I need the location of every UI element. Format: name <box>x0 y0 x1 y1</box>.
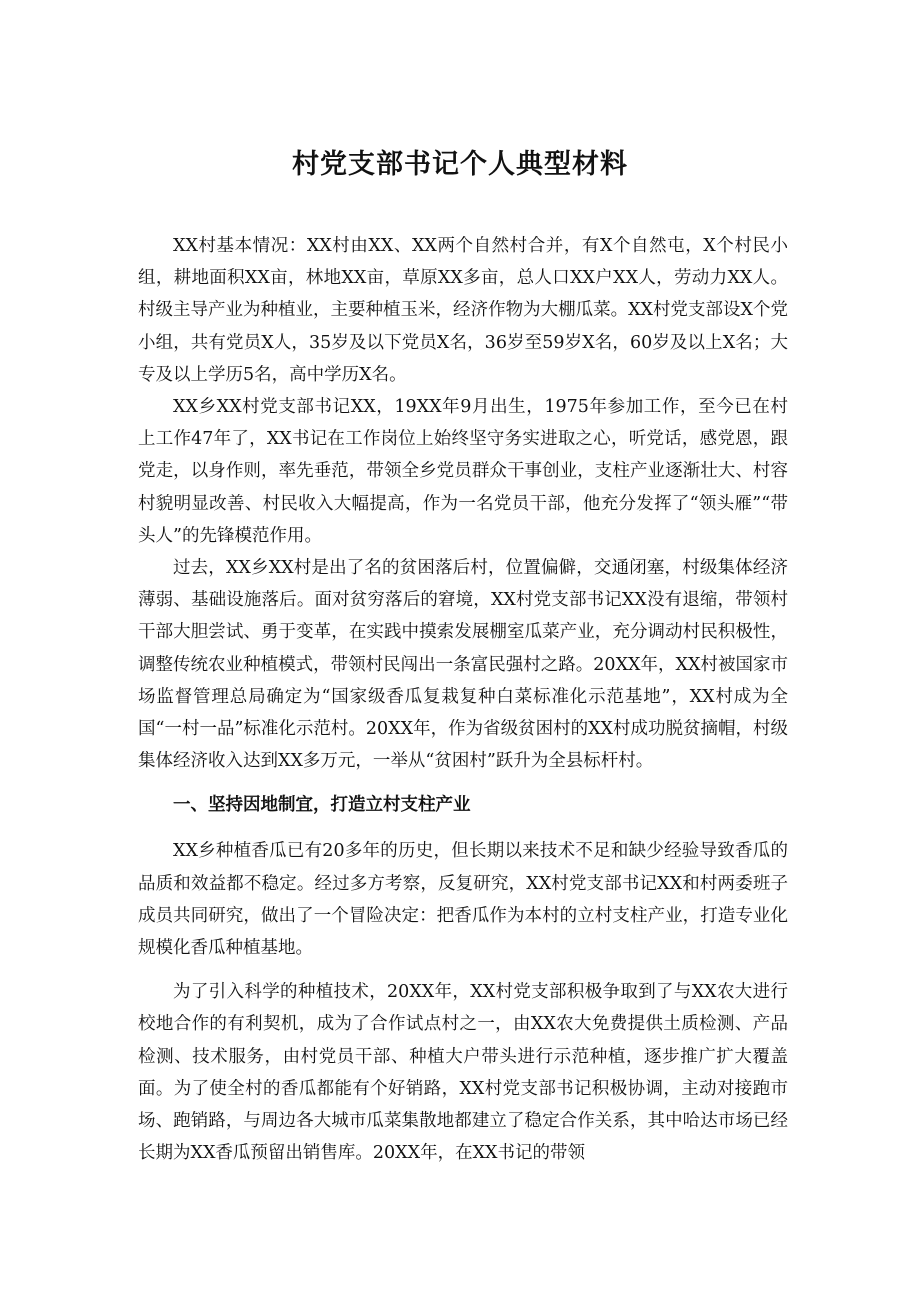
document-title: 村党支部书记个人典型材料 <box>292 149 628 180</box>
paragraph-technology: 为了引入科学的种植技术，20XX年，XX村党支部积极争取到了与XX农大进行校地合作的有利契机，成为了合作试点村之一，由XX农大免费提供土质检测、产品检测、技术服务，由村党员干部、种植大户带头进行示范种植，逐步推广扩大覆盖面。为了使全村的香瓜都能有个好销路，XX村党支部书记积极协调，主动对接跑市场、跑销路，与周边各大城市瓜菜集散地都建立了稳定合作关系，其中哈达市场已经长期为XX香瓜预留出销售库。20XX年，在XX书记的带领 <box>138 982 788 1164</box>
paragraph-basic-info: XX村基本情况：XX村由XX、XX两个自然村合并，有X个自然屯，X个村民小组，耕地面积XX亩，林地XX亩，草原XX多亩，总人口XX户XX人，劳动力XX人。村级主导产业为种植业，主要种植玉米，经济作物为大棚瓜菜。XX村党支部设X个党小组，共有党员X人，35岁及以下党员X名，36岁至59岁X名，60岁及以上X名；大专及以上学历5名，高中学历X名。 <box>138 236 788 385</box>
paragraph-melon-history: XX乡种植香瓜已有20多年的历史，但长期以来技术不足和缺少经验导致香瓜的品质和效益都不稳定。经过多方考察，反复研究，XX村党支部书记XX和村两委班子成员共同研究，做出了一个冒险决定：把香瓜作为本村的立村支柱产业，打造专业化规模化香瓜种植基地。 <box>138 841 788 959</box>
paragraph-past-history: 过去，XX乡XX村是出了名的贫困落后村，位置偏僻，交通闭塞，村级集体经济薄弱、基础设施落后。面对贫穷落后的窘境，XX村党支部书记XX没有退缩，带领村干部大胆尝试、勇于变革，在实践中摸索发展棚室瓜菜产业，充分调动村民积极性，调整传统农业种植模式，带领村民闯出一条富民强村之路。20XX年，XX村被国家市场监督管理总局确定为“国家级香瓜复栽复种白菜标准化示范基地”，XX村成为全国“一村一品”标准化示范村。20XX年，作为省级贫困村的XX村成功脱贫摘帽，村级集体经济收入达到XX多万元，一举从“贫困村”跃升为全县标杆村。 <box>138 558 788 772</box>
section-heading-1: 一、坚持因地制宜，打造立村支柱产业 <box>173 795 471 816</box>
document-body <box>138 230 788 1169</box>
paragraph-secretary-intro: XX乡XX村党支部书记XX，19XX年9月出生，1975年参加工作，至今已在村上工作47年了，XX书记在工作岗位上始终坚守务实进取之心，听党话，感党恩，跟党走，以身作则，率先垂范，带领全乡党员群众干事创业，支柱产业逐渐壮大、村容村貌明显改善、村民收入大幅提高，作为一名党员干部，他充分发挥了“领头雁”“带头人”的先锋模范作用。 <box>138 397 788 546</box>
